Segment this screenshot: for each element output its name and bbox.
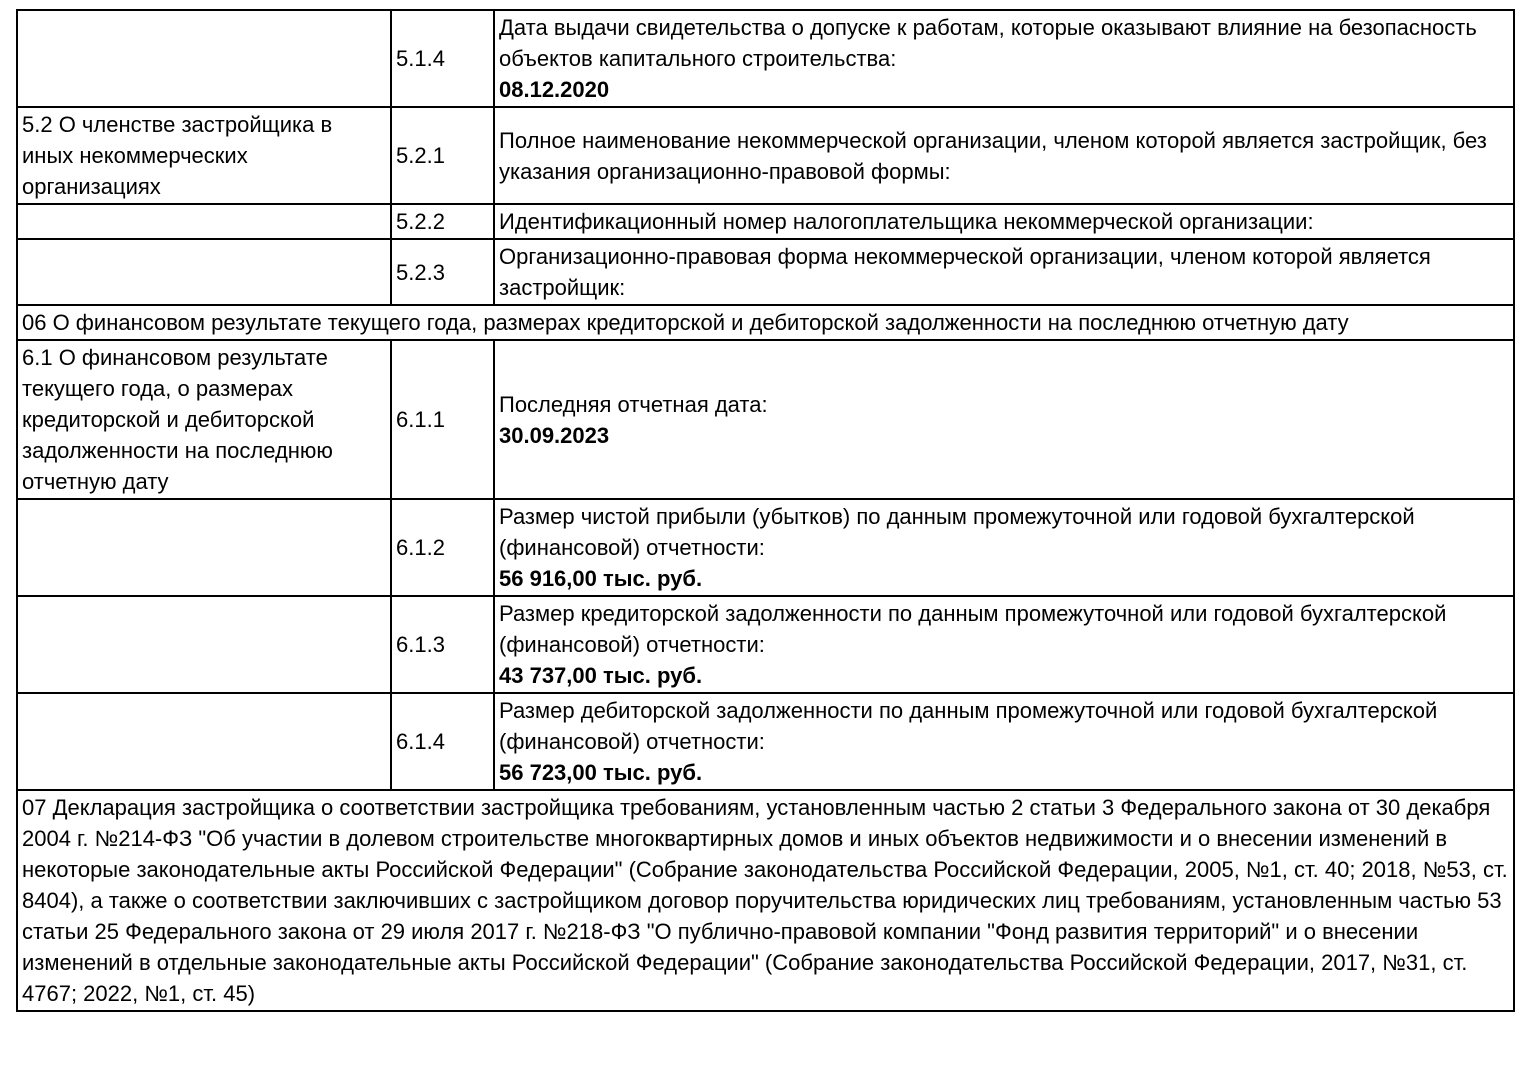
- item-value-text: 56 723,00 тыс. руб.: [499, 760, 703, 785]
- declaration-table: [16, 9, 1515, 1012]
- group-label-cell: [17, 239, 391, 305]
- table-row: [17, 596, 1514, 693]
- item-value-text: 08.12.2020: [499, 77, 610, 102]
- item-code-cell: 6.1.3: [391, 596, 494, 693]
- group-label-cell: [17, 499, 391, 596]
- table-row: [17, 499, 1514, 596]
- section-header-text: 06 О финансовом результате текущего года, размерах кредиторской и дебиторской задолженности на последнюю отчетную дату: [17, 305, 1514, 340]
- item-content-cell: [494, 693, 1514, 790]
- table-row: [17, 239, 1514, 305]
- group-label-cell: [17, 10, 391, 107]
- item-value-text: 43 737,00 тыс. руб.: [499, 663, 703, 688]
- group-label-text: 5.2 О членстве застройщика в иных некоммерческих организациях: [22, 112, 333, 199]
- item-code-cell: 5.2.3: [391, 239, 494, 305]
- table-row: [17, 10, 1514, 107]
- item-code-cell: 5.1.4: [391, 10, 494, 107]
- declaration-table-body: [17, 10, 1514, 1011]
- table-row: [17, 204, 1514, 239]
- item-value-text: 30.09.2023: [499, 422, 610, 448]
- group-label-cell: [17, 107, 391, 204]
- item-label-text: Полное наименование некоммерческой организации, членом которой является застройщик, без указания организационно-правовой формы:: [499, 127, 1487, 184]
- item-content-cell: [494, 239, 1514, 305]
- item-content-cell: [494, 10, 1514, 107]
- item-code-cell: 5.2.2: [391, 204, 494, 239]
- item-label-text: Размер дебиторской задолженности по данным промежуточной или годовой бухгалтерской (финансовой) отчетности:: [499, 698, 1438, 754]
- item-label-text: Идентификационный номер налогоплательщика некоммерческой организации:: [499, 209, 1314, 234]
- item-label-text: Размер чистой прибыли (убытков) по данным промежуточной или годовой бухгалтерской (финансовой) отчетности:: [499, 504, 1415, 560]
- item-content-cell: [494, 596, 1514, 693]
- item-content-cell: [494, 107, 1514, 204]
- table-row: [17, 107, 1514, 204]
- group-label-cell: [17, 693, 391, 790]
- item-label-text: Организационно-правовая форма некоммерческой организации, членом которой является застройщик:: [499, 244, 1431, 300]
- item-content-cell: [494, 499, 1514, 596]
- item-code-cell: 6.1.4: [391, 693, 494, 790]
- item-label-text: Последняя отчетная дата:: [499, 391, 768, 417]
- item-content-cell: [494, 204, 1514, 239]
- table-row: [17, 340, 1514, 499]
- section-row: [17, 790, 1514, 1011]
- item-content-cell: [494, 340, 1514, 499]
- section-row: [17, 305, 1514, 340]
- item-label-text: Размер кредиторской задолженности по данным промежуточной или годовой бухгалтерской (финансовой) отчетности:: [499, 601, 1447, 657]
- item-label-text: Дата выдачи свидетельства о допуске к работам, которые оказывают влияние на безопасность объектов капитального строительства:: [499, 15, 1477, 71]
- group-label-cell: [17, 340, 391, 499]
- item-value-text: 56 916,00 тыс. руб.: [499, 566, 703, 591]
- table-row: [17, 693, 1514, 790]
- item-code-cell: 6.1.1: [391, 340, 494, 499]
- declaration-document: [16, 9, 1513, 1012]
- group-label-cell: [17, 596, 391, 693]
- item-code-cell: 6.1.2: [391, 499, 494, 596]
- group-label-cell: [17, 204, 391, 239]
- section-header-text: 07 Декларация застройщика о соответствии застройщика требованиям, установленным частью 2 статьи 3 Федерального закона от 30 декабря 2004 г. №214-ФЗ "Об участии в долевом строительстве многоквартирных домов и иных объектов недвижимости и о внесении изменений в некоторые законодательные акты Российской Федерации" (Собрание законодательства Российской Федерации, 2005, №1, ст. 40; 2018, №53, ст. 8404), а также о соответствии заключивших с застройщиком договор поручительства юридических лиц требованиям, установленным частью 53 статьи 25 Федерального закона от 29 июля 2017 г. №218-ФЗ "О публично-правовой компании "Фонд развития территорий" и о внесении изменений в отдельные законодательные акты Российской Федерации" (Собрание законодательства Российской Федерации, 2017, №31, ст. 4767; 2022, №1, ст. 45): [17, 790, 1514, 1011]
- group-label-text: 6.1 О финансовом результате текущего года, о размерах кредиторской и дебиторской задолженности на последнюю отчетную дату: [22, 345, 333, 494]
- item-code-cell: 5.2.1: [391, 107, 494, 204]
